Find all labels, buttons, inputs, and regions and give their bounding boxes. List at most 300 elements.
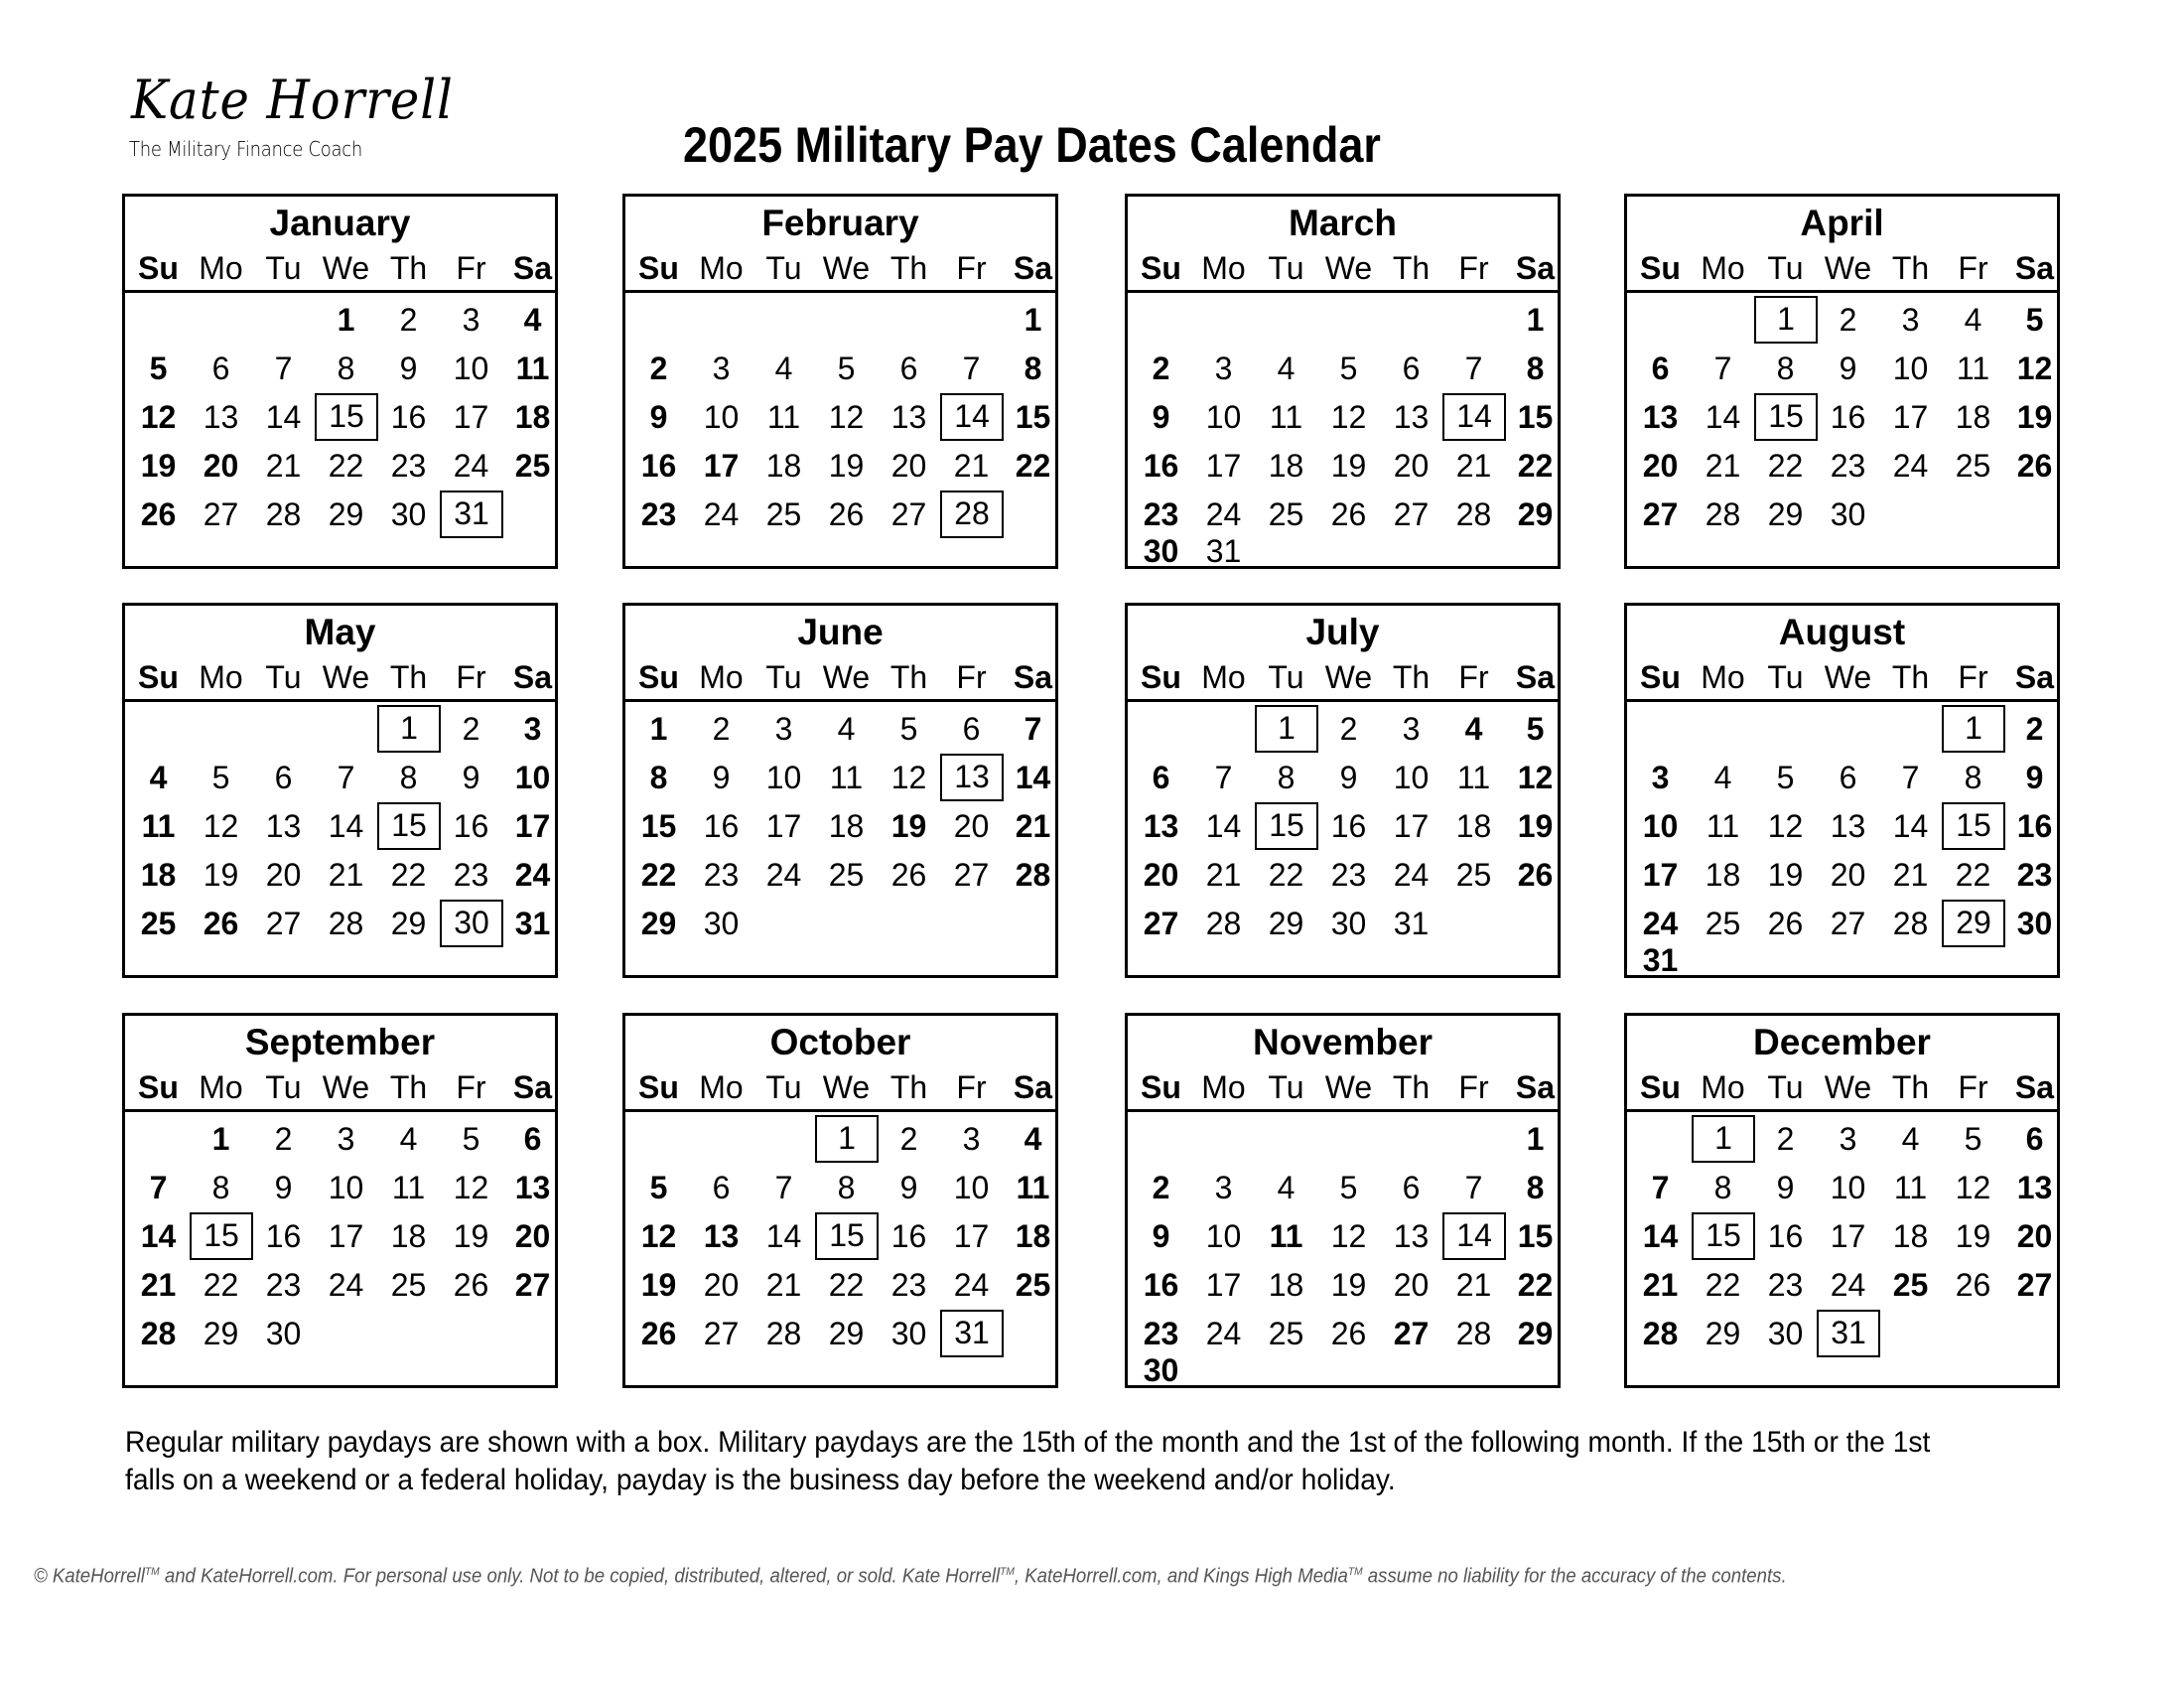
weekday-header-row (1627, 1065, 2057, 1112)
month-march (1125, 194, 1561, 569)
date-cell: 30 (890, 1316, 927, 1351)
weekday-header: Th (1891, 659, 1930, 695)
date-cell: 21 (953, 448, 990, 484)
date-cell: 3 (774, 711, 793, 747)
weekday-header: Su (1640, 250, 1681, 286)
weekday-header: Mo (199, 659, 243, 695)
weekday-header: Mo (199, 1069, 243, 1105)
date-cell: 3 (1402, 711, 1421, 747)
payday-date-cell: 1 (1942, 705, 2005, 753)
date-cell: 1 (1526, 302, 1545, 338)
date-cell: 23 (1830, 448, 1866, 484)
date-cell: 13 (1393, 399, 1430, 435)
date-cell: 29 (1767, 496, 1804, 532)
date-cell: 20 (1642, 448, 1679, 484)
payday-date-cell: 15 (190, 1212, 253, 1260)
date-cell: 11 (1016, 1170, 1050, 1205)
date-cell: 24 (1205, 496, 1242, 532)
date-cell: 4 (1277, 1170, 1296, 1205)
date-cell: 12 (203, 808, 239, 844)
date-cell: 7 (1464, 351, 1483, 386)
date-cell: 17 (953, 1218, 990, 1254)
date-cell: 27 (890, 496, 927, 532)
date-cell: 26 (140, 496, 177, 532)
date-cell: 19 (1330, 448, 1367, 484)
date-cell: 20 (1143, 857, 1179, 893)
date-cell: 25 (390, 1267, 427, 1303)
weekday-header: Sa (1515, 250, 1556, 286)
month-august (1624, 603, 2060, 978)
date-cell: 10 (953, 1170, 990, 1205)
date-cell: 8 (399, 760, 418, 795)
date-cell: 22 (1955, 857, 1991, 893)
weekday-header-row (125, 655, 555, 702)
date-cell: 21 (1642, 1267, 1679, 1303)
date-cell: 18 (765, 448, 802, 484)
date-cell: 6 (899, 351, 918, 386)
date-cell: 3 (962, 1121, 981, 1157)
date-cell: 11 (1269, 1218, 1303, 1254)
weekday-header: Th (889, 1069, 928, 1105)
date-cell: 25 (765, 496, 802, 532)
payday-date-cell: 29 (1942, 900, 2005, 947)
weekday-header: Fr (456, 1069, 486, 1105)
weekday-header: Fr (1958, 659, 1988, 695)
date-cell: 12 (890, 760, 927, 795)
date-cell: 9 (274, 1170, 293, 1205)
date-cell: 25 (1892, 1267, 1929, 1303)
date-cell: 12 (1767, 808, 1804, 844)
date-cell: 25 (1955, 448, 1991, 484)
date-cell: 4 (1024, 1121, 1042, 1157)
copyright-part-2: and KateHorrell.com. For personal use only. Not to be copied, distributed, altered, or sold. Kate Horrell (159, 1565, 1001, 1588)
trademark-mark: TM (1000, 1566, 1015, 1578)
date-cell: 20 (203, 448, 239, 484)
date-cell: 9 (1339, 760, 1358, 795)
date-cell: 9 (1776, 1170, 1795, 1205)
weekday-header: Su (1141, 659, 1181, 695)
date-cell: 21 (1205, 857, 1242, 893)
date-cell: 11 (1706, 808, 1740, 844)
date-cell: 21 (1705, 448, 1741, 484)
date-cell: 21 (328, 857, 364, 893)
month-june (622, 603, 1058, 978)
date-cell: 8 (1776, 351, 1795, 386)
date-cell: 11 (1456, 760, 1491, 795)
date-cell: 18 (514, 399, 551, 435)
date-cell: 5 (211, 760, 230, 795)
weekday-header: Th (1392, 1069, 1431, 1105)
date-cell: 9 (462, 760, 480, 795)
date-cell: 4 (1713, 760, 1732, 795)
payday-date-cell: 31 (1817, 1310, 1880, 1357)
date-cell: 6 (712, 1170, 731, 1205)
date-cell: 6 (1839, 760, 1857, 795)
date-cell: 7 (274, 351, 293, 386)
date-cell: 22 (1517, 1267, 1554, 1303)
date-cell: 22 (640, 857, 677, 893)
date-cell: 9 (1152, 399, 1170, 435)
weekday-header: Su (638, 250, 679, 286)
date-cell: 24 (1393, 857, 1430, 893)
weekday-header: We (1324, 659, 1373, 695)
payday-date-cell: 13 (940, 754, 1004, 801)
payday-date-cell: 15 (1255, 802, 1318, 850)
weekday-header: Fr (1458, 250, 1489, 286)
date-cell: 12 (2016, 351, 2053, 386)
weekday-header: Th (889, 659, 928, 695)
date-cell: 2 (1152, 1170, 1170, 1205)
date-cell: 17 (514, 808, 551, 844)
date-cell: 3 (1214, 351, 1233, 386)
date-cell: 19 (640, 1267, 677, 1303)
date-cell: 10 (1892, 351, 1929, 386)
date-cell: 16 (703, 808, 740, 844)
date-cell: 24 (953, 1267, 990, 1303)
date-cell: 26 (1955, 1267, 1991, 1303)
date-cell: 25 (1268, 496, 1304, 532)
month-april (1624, 194, 2060, 569)
weekday-header: We (1324, 1069, 1373, 1105)
date-cell: 2 (462, 711, 480, 747)
date-cell: 27 (953, 857, 990, 893)
date-cell: 12 (640, 1218, 677, 1254)
date-cell: 11 (141, 808, 176, 844)
date-cell: 27 (1143, 906, 1179, 941)
date-cell: 27 (1393, 1316, 1430, 1351)
date-cell: 22 (328, 448, 364, 484)
payday-date-cell: 1 (1255, 705, 1318, 753)
weekday-header: Tu (1268, 250, 1304, 286)
month-name: August (1778, 612, 1906, 652)
weekday-header: Th (1392, 250, 1431, 286)
date-cell: 2 (2025, 711, 2044, 747)
date-cell: 25 (1015, 1267, 1051, 1303)
date-cell: 30 (1767, 1316, 1804, 1351)
payday-date-cell: 1 (815, 1115, 879, 1163)
date-cell: 12 (1330, 399, 1367, 435)
date-cell: 28 (1455, 496, 1492, 532)
date-cell: 14 (1892, 808, 1929, 844)
weekday-header-row (625, 1065, 1055, 1112)
date-cell: 7 (337, 760, 355, 795)
month-name: January (269, 203, 411, 243)
date-cell: 16 (1830, 399, 1866, 435)
date-cell: 11 (1893, 1170, 1928, 1205)
date-cell: 1 (211, 1121, 230, 1157)
date-cell: 24 (514, 857, 551, 893)
date-cell: 11 (829, 760, 864, 795)
weekday-header: Mo (1701, 250, 1745, 286)
weekday-header: Sa (512, 1069, 553, 1105)
date-cell: 28 (1642, 1316, 1679, 1351)
copyright-part-3: , KateHorrell.com, and Kings High Media (1014, 1565, 1348, 1588)
date-cell: 24 (1642, 906, 1679, 941)
date-cell: 31 (1642, 942, 1679, 978)
date-cell: 7 (1464, 1170, 1483, 1205)
date-cell: 27 (1642, 496, 1679, 532)
trademark-mark: TM (144, 1566, 160, 1578)
date-cell: 28 (140, 1316, 177, 1351)
date-cell: 28 (265, 496, 302, 532)
date-cell: 19 (140, 448, 177, 484)
date-cell: 12 (453, 1170, 489, 1205)
date-cell: 9 (2025, 760, 2044, 795)
date-cell: 19 (890, 808, 927, 844)
date-cell: 13 (1642, 399, 1679, 435)
date-cell: 14 (1015, 760, 1051, 795)
weekday-header: We (322, 250, 370, 286)
weekday-header: We (322, 659, 370, 695)
date-cell: 13 (265, 808, 302, 844)
date-cell: 1 (649, 711, 668, 747)
date-cell: 3 (712, 351, 731, 386)
date-cell: 25 (140, 906, 177, 941)
date-cell: 29 (1268, 906, 1304, 941)
date-cell: 16 (890, 1218, 927, 1254)
date-cell: 22 (1767, 448, 1804, 484)
weekday-header: Su (638, 1069, 679, 1105)
date-cell: 27 (265, 906, 302, 941)
weekday-header: We (1824, 659, 1872, 695)
date-cell: 26 (1767, 906, 1804, 941)
date-cell: 22 (1705, 1267, 1741, 1303)
weekday-header: Sa (1013, 1069, 1053, 1105)
payday-date-cell: 14 (940, 393, 1004, 441)
weekday-header: Su (138, 659, 179, 695)
date-cell: 9 (899, 1170, 918, 1205)
date-cell: 16 (453, 808, 489, 844)
date-cell: 12 (1955, 1170, 1991, 1205)
date-cell: 6 (2025, 1121, 2044, 1157)
date-cell: 28 (1205, 906, 1242, 941)
date-cell: 7 (774, 1170, 793, 1205)
weekday-header: Sa (512, 250, 553, 286)
date-cell: 13 (1143, 808, 1179, 844)
weekday-header: Mo (699, 250, 744, 286)
weekday-header: Tu (1767, 250, 1804, 286)
date-cell: 20 (953, 808, 990, 844)
weekday-header-row (1627, 655, 2057, 702)
date-cell: 2 (1776, 1121, 1795, 1157)
date-cell: 12 (1517, 760, 1554, 795)
date-cell: 8 (1526, 1170, 1545, 1205)
date-cell: 30 (1143, 533, 1179, 569)
date-cell: 12 (828, 399, 865, 435)
date-cell: 8 (211, 1170, 230, 1205)
date-cell: 29 (390, 906, 427, 941)
date-cell: 26 (1517, 857, 1554, 893)
date-cell: 24 (328, 1267, 364, 1303)
date-cell: 6 (1651, 351, 1670, 386)
date-cell: 27 (2016, 1267, 2053, 1303)
date-cell: 15 (640, 808, 677, 844)
weekday-header: Tu (765, 659, 802, 695)
date-cell: 6 (274, 760, 293, 795)
date-cell: 3 (523, 711, 542, 747)
date-cell: 5 (462, 1121, 480, 1157)
weekday-header: Mo (699, 1069, 744, 1105)
weekday-header: Mo (1701, 659, 1745, 695)
date-cell: 4 (399, 1121, 418, 1157)
date-cell: 16 (1143, 1267, 1179, 1303)
date-cell: 5 (837, 351, 856, 386)
date-cell: 10 (703, 399, 740, 435)
date-cell: 10 (1205, 1218, 1242, 1254)
date-cell: 29 (828, 1316, 865, 1351)
date-cell: 23 (453, 857, 489, 893)
copyright-part-1: © KateHorrell (34, 1565, 145, 1588)
date-cell: 3 (337, 1121, 355, 1157)
date-cell: 10 (1393, 760, 1430, 795)
date-cell: 4 (1277, 351, 1296, 386)
date-cell: 23 (890, 1267, 927, 1303)
date-cell: 19 (453, 1218, 489, 1254)
weekday-header: Sa (2014, 250, 2055, 286)
date-cell: 11 (1956, 351, 1990, 386)
weekday-header: Th (389, 1069, 428, 1105)
date-cell: 10 (453, 351, 489, 386)
date-cell: 22 (1517, 448, 1554, 484)
date-cell: 7 (962, 351, 981, 386)
date-cell: 20 (703, 1267, 740, 1303)
kate-horrell-logo (127, 69, 454, 167)
date-cell: 3 (1651, 760, 1670, 795)
date-cell: 19 (203, 857, 239, 893)
date-cell: 18 (1892, 1218, 1929, 1254)
date-cell: 11 (1269, 399, 1303, 435)
date-cell: 7 (1901, 760, 1920, 795)
date-cell: 20 (514, 1218, 551, 1254)
payday-date-cell: 15 (815, 1212, 879, 1260)
month-name: June (797, 612, 884, 652)
weekday-header: Sa (1013, 659, 1053, 695)
weekday-header: Mo (199, 250, 243, 286)
payday-date-cell: 15 (315, 393, 378, 441)
weekday-header: Tu (765, 250, 802, 286)
date-cell: 12 (1330, 1218, 1367, 1254)
date-cell: 18 (1455, 808, 1492, 844)
date-cell: 14 (765, 1218, 802, 1254)
date-cell: 23 (1143, 496, 1179, 532)
weekday-header: Mo (1201, 659, 1246, 695)
weekday-header: Su (1141, 1069, 1181, 1105)
weekday-header-row (625, 655, 1055, 702)
date-cell: 21 (1455, 448, 1492, 484)
weekday-header: Su (138, 250, 179, 286)
month-may (122, 603, 558, 978)
date-cell: 19 (1767, 857, 1804, 893)
date-cell: 22 (1015, 448, 1051, 484)
date-cell: 29 (1705, 1316, 1741, 1351)
date-cell: 2 (1839, 302, 1857, 338)
weekday-header: Fr (956, 659, 987, 695)
date-cell: 1 (1024, 302, 1042, 338)
weekday-header-row (1128, 246, 1558, 293)
date-cell: 22 (1268, 857, 1304, 893)
payday-date-cell: 15 (1942, 802, 2005, 850)
date-cell: 30 (1830, 496, 1866, 532)
weekday-header: We (1824, 1069, 1872, 1105)
date-cell: 15 (1517, 399, 1554, 435)
date-cell: 23 (640, 496, 677, 532)
date-cell: 2 (712, 711, 731, 747)
date-cell: 4 (837, 711, 856, 747)
date-cell: 23 (2016, 857, 2053, 893)
weekday-header-row (625, 246, 1055, 293)
date-cell: 25 (1455, 857, 1492, 893)
date-cell: 9 (1839, 351, 1857, 386)
date-cell: 3 (1214, 1170, 1233, 1205)
weekday-header: Su (638, 659, 679, 695)
payday-date-cell: 1 (1754, 296, 1818, 344)
date-cell: 5 (1964, 1121, 1982, 1157)
date-cell: 18 (1268, 448, 1304, 484)
date-cell: 26 (2016, 448, 2053, 484)
date-cell: 16 (640, 448, 677, 484)
date-cell: 4 (523, 302, 542, 338)
date-cell: 10 (1205, 399, 1242, 435)
date-cell: 10 (1642, 808, 1679, 844)
date-cell: 19 (828, 448, 865, 484)
date-cell: 13 (203, 399, 239, 435)
date-cell: 26 (890, 857, 927, 893)
weekday-header: Su (1141, 250, 1181, 286)
date-cell: 6 (962, 711, 981, 747)
date-cell: 8 (1024, 351, 1042, 386)
payday-date-cell: 28 (940, 491, 1004, 538)
date-cell: 5 (899, 711, 918, 747)
date-cell: 17 (1393, 808, 1430, 844)
payday-date-cell: 31 (940, 1310, 1004, 1357)
date-cell: 5 (1776, 760, 1795, 795)
date-cell: 29 (1517, 1316, 1554, 1351)
date-cell: 17 (1205, 1267, 1242, 1303)
date-cell: 4 (1464, 711, 1483, 747)
date-cell: 9 (712, 760, 731, 795)
weekday-header: Tu (265, 1069, 302, 1105)
weekday-header: Sa (512, 659, 553, 695)
date-cell: 14 (328, 808, 364, 844)
date-cell: 13 (1393, 1218, 1430, 1254)
date-cell: 5 (1339, 1170, 1358, 1205)
weekday-header: Tu (1767, 1069, 1804, 1105)
date-cell: 25 (1268, 1316, 1304, 1351)
date-cell: 7 (149, 1170, 168, 1205)
date-cell: 16 (1767, 1218, 1804, 1254)
date-cell: 8 (837, 1170, 856, 1205)
weekday-header: Fr (1458, 659, 1489, 695)
weekday-header-row (125, 1065, 555, 1112)
weekday-header: Tu (265, 659, 302, 695)
date-cell: 10 (514, 760, 551, 795)
date-cell: 19 (1955, 1218, 1991, 1254)
weekday-header-row (1128, 1065, 1558, 1112)
date-cell: 9 (399, 351, 418, 386)
date-cell: 17 (453, 399, 489, 435)
date-cell: 23 (390, 448, 427, 484)
date-cell: 31 (1205, 533, 1242, 569)
weekday-header: Mo (1201, 1069, 1246, 1105)
date-cell: 31 (514, 906, 551, 941)
date-cell: 12 (140, 399, 177, 435)
payday-date-cell: 30 (440, 900, 503, 947)
date-cell: 31 (1393, 906, 1430, 941)
weekday-header: Sa (2014, 1069, 2055, 1105)
weekday-header: We (822, 1069, 871, 1105)
date-cell: 22 (203, 1267, 239, 1303)
date-cell: 28 (1705, 496, 1741, 532)
